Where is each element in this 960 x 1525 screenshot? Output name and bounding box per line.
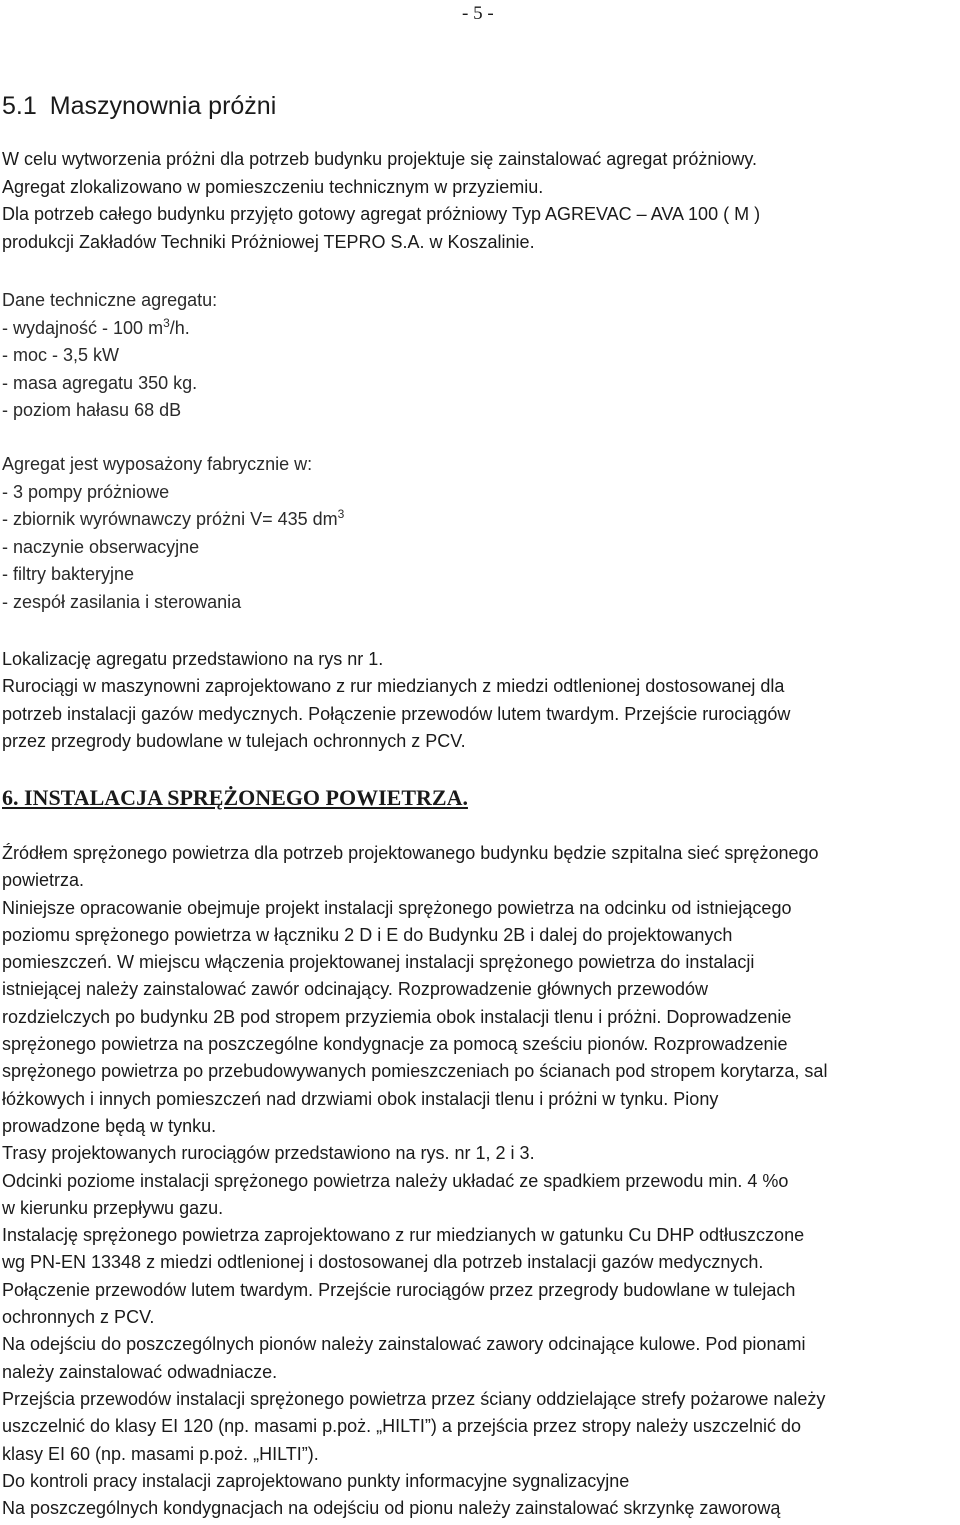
- text-line: Instalację sprężonego powietrza zaprojektowano z rur miedzianych w gatunku Cu DHP odtłuszczone: [2, 1225, 805, 1246]
- text-line: rozdzielczych po budynku 2B pod stropem przyziemia obok instalacji tlenu i próżni. Doprowadzenie: [2, 1006, 792, 1027]
- text-line: prowadzone będą w tynku.: [2, 1115, 217, 1136]
- intro-paragraph: [2, 146, 958, 256]
- list-item: - 3 pompy próżniowe: [2, 481, 170, 502]
- list-item: - filtry bakteryjne: [2, 564, 135, 585]
- section-heading-5-1: [2, 90, 276, 122]
- text-line: wg PN-EN 13348 z miedzi odtlenionej i dostosowanej dla potrzeb instalacji gazów medycznych.: [2, 1252, 764, 1273]
- text-line: Trasy projektowanych rurociągów przedstawiono na rys. nr 1, 2 i 3.: [2, 1143, 535, 1164]
- list-item: [2, 506, 958, 534]
- tank-text: - zbiornik wyrównawczy próżni V= 435 dm: [2, 509, 338, 530]
- section-heading-6: 6. INSTALACJA SPRĘŻONEGO POWIETRZA.: [2, 785, 468, 810]
- text-line: Lokalizację agregatu przedstawiono na rys nr 1.: [2, 649, 384, 669]
- text-line: łóżkowych i innych pomieszczeń nad drzwiami obok instalacji tlenu i próżni w tynku. Piony: [2, 1088, 719, 1109]
- text-line: Rurociągi w maszynowni zaprojektowano z rur miedzianych z miedzi odtlenionej dostosowanej dla: [2, 676, 785, 697]
- text-line: Do kontroli pracy instalacji zaprojektowano punkty informacyjne sygnalizacyjne: [2, 1470, 630, 1491]
- text-line: sprężonego powietrza na poszczególne kondygnacje za pomocą sześciu pionów. Rozprowadzenie: [2, 1034, 788, 1055]
- section-title: Maszynownia próżni: [49, 92, 277, 120]
- capacity-unit: /h.: [169, 317, 190, 338]
- text-line: klasy EI 60 (np. masami p.poż. „HILTI”).: [2, 1443, 319, 1464]
- page-number: - 5 -: [462, 3, 494, 24]
- text-line: poziomu sprężonego powietrza w łączniku 2 D i E do Budynku 2B i dalej do projektowanych: [2, 924, 733, 945]
- list-item: - zespół zasilania i sterowania: [2, 591, 242, 612]
- text-line: produkcji Zakładów Techniki Próżniowej TEPRO S.A. w Koszalinie.: [2, 231, 535, 252]
- text-line: Połączenie przewodów lutem twardym. Przejście rurociągów przez przegrody budowlane w tulejach: [2, 1279, 796, 1300]
- technical-data-mass: - masa agregatu 350 kg.: [2, 372, 198, 393]
- text-line: Na poszczególnych kondygnacjach na odejściu od pionu należy zainstalować skrzynkę zaworową: [2, 1498, 781, 1519]
- location-paragraph: [2, 646, 958, 756]
- text-line: uszczelnić do klasy EI 120 (np. masami p.poż. „HILTI”) a przejścia przez stropy należy uszczelnić do: [2, 1416, 801, 1437]
- equipment-heading: Agregat jest wyposażony fabrycznie w:: [2, 454, 313, 474]
- text-line: należy zainstalować odwadniacze.: [2, 1361, 278, 1382]
- technical-data-heading: Dane techniczne agregatu:: [2, 290, 218, 310]
- text-line: ochronnych z PCV.: [2, 1307, 155, 1328]
- text-line: Przejścia przewodów instalacji sprężonego powietrza przez ściany oddzielające strefy pożarowe należy: [2, 1388, 826, 1409]
- text-line: Źródłem sprężonego powietrza dla potrzeb projektowanego budynku będzie szpitalna sieć sprężonego: [2, 843, 819, 863]
- text-line: pomieszczeń. W miejscu włączenia projektowanej instalacji sprężonego powietrza do instalacji: [2, 952, 755, 973]
- text-line: w kierunku przepływu gazu.: [2, 1197, 224, 1218]
- text-line: powietrza.: [2, 870, 85, 891]
- equipment-list: [2, 451, 958, 617]
- text-line: Agregat zlokalizowano w pomieszczeniu technicznym w przyziemiu.: [2, 176, 544, 197]
- text-line: W celu wytworzenia próżni dla potrzeb budynku projektuje się zainstalować agregat próżniowy.: [2, 149, 758, 169]
- capacity-text: - wydajność - 100 m: [2, 317, 164, 338]
- capacity-superscript: 3: [163, 315, 170, 330]
- tank-superscript: 3: [337, 507, 345, 522]
- text-line: Niniejsze opracowanie obejmuje projekt instalacji sprężonego powietrza na odcinku od istniejącego: [2, 897, 792, 918]
- section-number: 5.1: [2, 92, 37, 120]
- text-line: istniejącej należy zainstalować zawór odcinający. Rozprowadzenie głównych przewodów: [2, 979, 709, 1000]
- text-line: przez przegrody budowlane w tulejach ochronnych z PCV.: [2, 731, 466, 752]
- technical-data-capacity: [2, 315, 958, 343]
- text-line: potrzeb instalacji gazów medycznych. Połączenie przewodów lutem twardym. Przejście rurociągów: [2, 703, 791, 724]
- text-line: sprężonego powietrza po przebudowywanych pomieszczeniach po ścianach pod stropem korytarza, sal: [2, 1061, 828, 1082]
- text-line: Odcinki poziome instalacji sprężonego powietrza należy układać ze spadkiem przewodu min. 4 %o: [2, 1170, 789, 1191]
- text-line: Dla potrzeb całego budynku przyjęto gotowy agregat próżniowy Typ AGREVAC – AVA 100 ( M ): [2, 204, 761, 224]
- technical-data-list: [2, 287, 958, 425]
- text-line: Na odejściu do poszczególnych pionów należy zainstalować zawory odcinające kulowe. Pod pionami: [2, 1334, 806, 1355]
- compressed-air-body: [2, 840, 958, 1522]
- technical-data-noise: - poziom hałasu 68 dB: [2, 400, 182, 421]
- technical-data-power: - moc - 3,5 kW: [2, 345, 120, 366]
- list-item: - naczynie obserwacyjne: [2, 536, 200, 557]
